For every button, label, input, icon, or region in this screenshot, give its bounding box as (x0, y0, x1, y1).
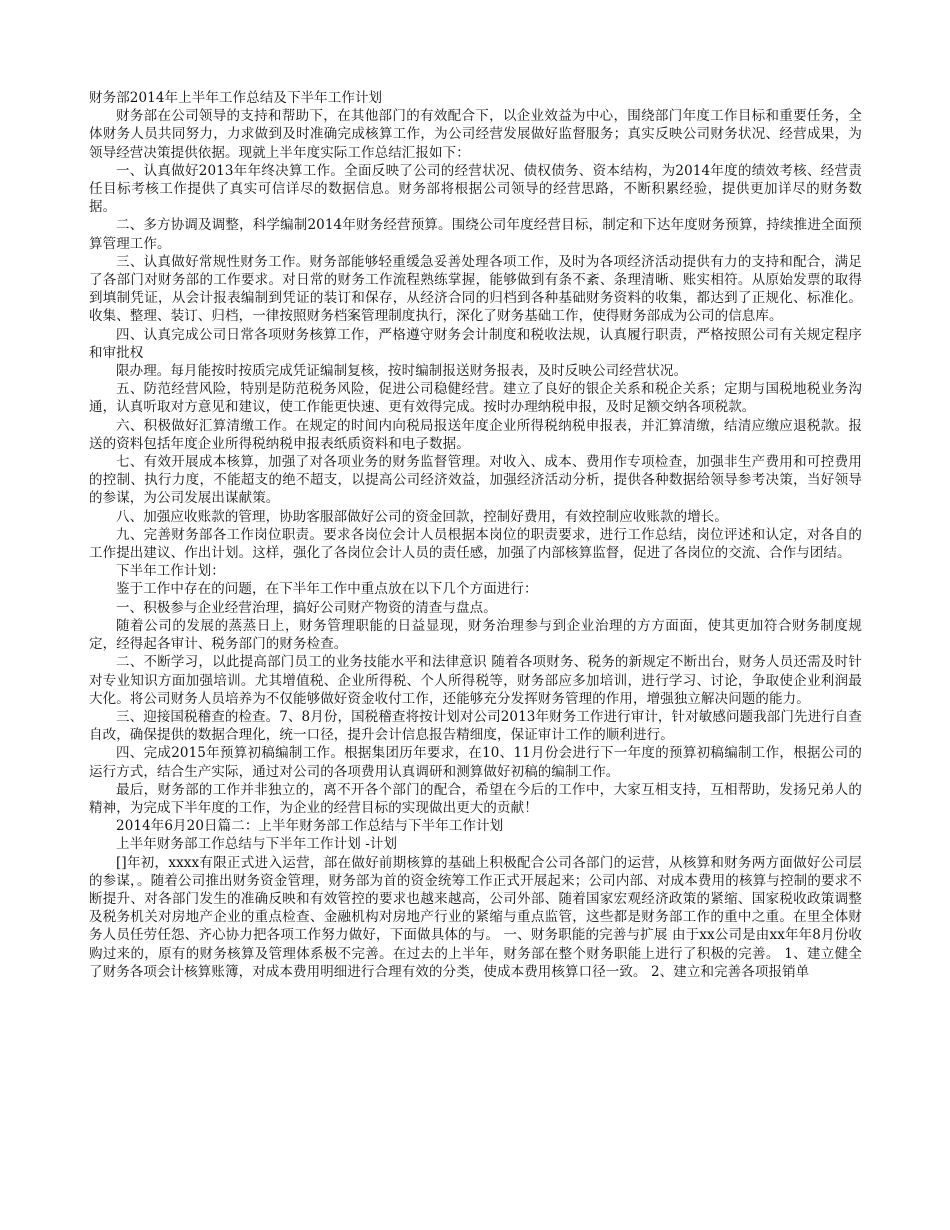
paragraph: 四、完成2015年预算初稿编制工作。根据集团历年要求，在10、11月份会进行下一年度的预算初稿编制工作，根据公司的运行方式，结合生产实际，通过对公司的各项费用认真调研和测算做好初稿的编制工作。 (89, 745, 862, 780)
paragraph: 四、认真完成公司日常各项财务核算工作，严格遵守财务会计制度和税收法规，认真履行职责，严格按照公司有关规定程序和审批权 (89, 326, 862, 361)
paragraph: 财务部在公司领导的支持和帮助下，在其他部门的有效配合下，以企业效益为中心，围绕部门年度工作目标和重要任务，全体财务人员共同努力，力求做到及时准确完成核算工作，为公司经营发展做好监督服务；真实反映公司财务状况、经营成果，为领导经营决策提供依据。现就上半年度实际工作总结汇报如下： (89, 108, 862, 161)
paragraph: 二、多方协调及调整，科学编制2014年财务经营预算。围绕公司年度经营目标，制定和下达年度财务预算，持续推进全面预算管理工作。 (89, 217, 862, 252)
paragraph: 随着公司的发展的蒸蒸日上，财务管理职能的日益显现，财务治理参与到企业治理的方方面面，使其更加符合财务制度规定，经得起各审计、税务部门的财务检查。 (89, 617, 862, 653)
paragraph: 三、迎接国税稽查的检查。7、8月份，国税稽查将按计划对公司2013年财务工作进行审计，针对敏感问题我部门先进行自查自改，确保提供的数据合理化，统一口径，提升会计信息报告精细度，保证审计工作的顺利进行。 (89, 708, 862, 744)
paragraph: 五、防范经营风险，特别是防范税务风险，促进公司稳健经营。建立了良好的银企关系和税企关系；定期与国税地税业务沟通，认真听取对方意见和建议，使工作能更快速、更有效得完成。按时办理纳税申报，及时足额交纳各项税款。 (89, 381, 862, 416)
paragraph: 最后，财务部的工作并非独立的，离不开各个部门的配合，希望在今后的工作中，大家互相支持，互相帮助，发扬兄弟人的精神，为完成下半年度的工作，为企业的经营目标的实现做出更大的贡献！ (89, 781, 862, 816)
paragraph: 六、积极做好汇算清缴工作。在规定的时间内向税局报送年度企业所得税纳税申报表，并汇算清缴，结清应缴应退税款。报送的资料包括年度企业所得税纳税申报表纸质资料和电子数据。 (89, 417, 862, 452)
document-page (89, 89, 862, 981)
paragraph: 八、加强应收账款的管理，协助客服部做好公司的资金回款，控制好费用，有效控制应收账款的增长。 (116, 508, 728, 525)
section-heading: 上半年财务部工作总结与下半年工作计划 -计划 (116, 836, 398, 853)
section-heading: 下半年工作计划： (116, 563, 225, 580)
document-title: 财务部2014年上半年工作总结及下半年工作计划 (89, 90, 383, 106)
paragraph: 三、认真做好常规性财务工作。财务部能够轻重缓急妥善处理各项工作，及时为各项经济活动提供有力的支持和配合，满足了各部门对财务部的工作要求。对日常的财务工作流程熟练掌握，能够做到有条不紊、条理清晰、账实相符。从原始发票的取得到填制凭证，从会计报表编制到凭证的装订和保存，从经济合同的归档到各种基础财务资料的收集，都达到了正规化、标准化。收集、整理、装订、归档，一律按照财务档案管理制度执行，深化了财务基础工作，使得财务部成为公司的信息库。 (89, 253, 862, 325)
paragraph: 二、不断学习，以此提高部门员工的业务技能水平和法律意识 随着各项财务、税务的新规定不断出台，财务人员还需及时针对专业知识方面加强培训。尤其增值税、企业所得税、个人所得税等，财务部应多加培训，进行学习、讨论，争取使企业利润最大化。将公司财务人员培养为不仅能够做好资金收付工作，还能够充分发挥财务管理的作用，增强独立解决问题的能力。 (89, 654, 862, 707)
paragraph: 鉴于工作中存在的问题，在下半年工作中重点放在以下几个方面进行： (116, 581, 538, 598)
paragraph: 九、完善财务部各工作岗位职责。要求各岗位会计人员根据本岗位的职责要求，进行工作总结，岗位评述和认定，对各自的工作提出建议、作出计划。这样，强化了各岗位会计人员的责任感，加强了内部核算监督，促进了各岗位的交流、合作与团结。 (89, 526, 862, 562)
paragraph: []年初，xxxx有限正式进入运营，部在做好前期核算的基础上积极配合公司各部门的运营，从核算和财务两方面做好公司层的参谋，。随着公司推出财务资金管理，财务部为首的资金统筹工作正式开展起来；公司内部、对成本费用的核算与控制的要求不断提升、对各部门发生的准确反映和有效管控的要求也越来越高，公司外部、随着国家宏观经济政策的紧缩、国家税收政策调整及税务机关对房地产企业的重点检查、金融机构对房地产行业的紧缩与重点监管，这些都是财务部工作的重中之重。在里全体财务人员任劳任怨、齐心协力把各项工作努力做好，下面做具体的与。 一、财务职能的完善与扩展 由于xx公司是由xx年年8月份收购过来的，原有的财务核算及管理体系极不完善。在过去的上半年，财务部在整个财务职能上进行了积极的完善。 1、建立健全了财务各项会计核算账簿，对成本费用明细进行合理有效的分类，使成本费用核算口径一致。 2、建立和完善各项报销单 (89, 854, 862, 980)
paragraph: 一、认真做好2013年年终决算工作。全面反映了公司的经营状况、债权债务、资本结构，为2014年度的绩效考核、经营责任目标考核工作提供了真实可信详尽的数据信息。财务部将根据公司领导的经营思路，不断积累经验，提供更加详尽的财务数据。 (89, 162, 862, 216)
paragraph: 一、积极参与企业经营治理，搞好公司财产物资的清查与盘点。 (116, 599, 497, 616)
date-line: 2014年6月20日篇二：上半年财务部工作总结与下半年工作计划 (116, 818, 504, 835)
paragraph: 限办理。每月能按时按质完成凭证编制复核，按时编制报送财务报表，及时反映公司经营状况。 (116, 363, 688, 380)
paragraph: 七、有效开展成本核算，加强了对各项业务的财务监督管理。对收入、成本、费用作专项检查，加强非生产费用和可控费用的控制、执行力度，不能超支的绝不超支，以提高公司经济效益，加强经济活动分析，提供各种数据给领导参考决策，当好领导的参谋，为公司发展出谋献策。 (89, 454, 862, 507)
